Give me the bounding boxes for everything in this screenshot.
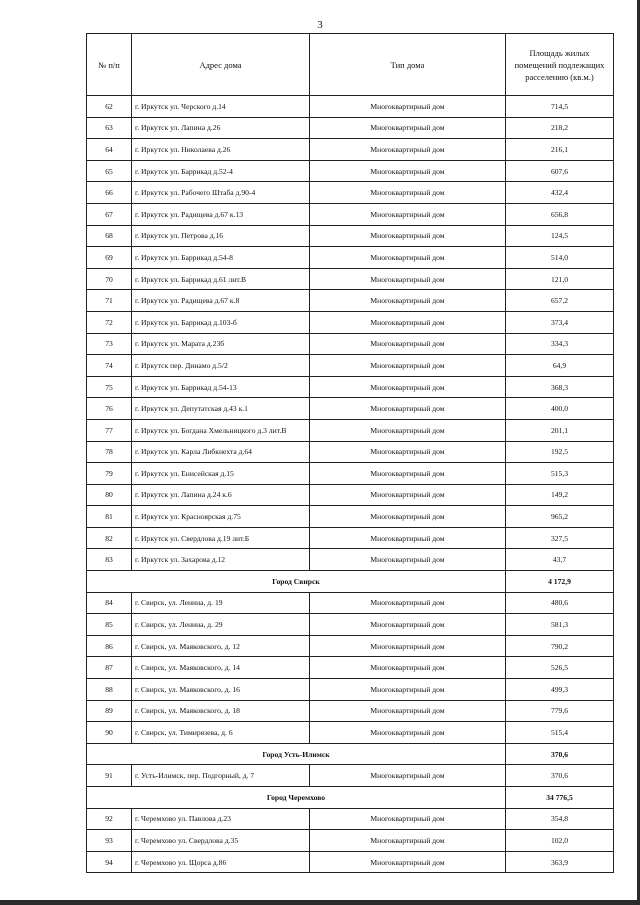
- cell-type: Многоквартирный дом: [310, 268, 506, 290]
- cell-type: Многоквартирный дом: [310, 679, 506, 701]
- cell-address: г. Иркутск ул. Баррикад д.61 лит.В: [132, 268, 310, 290]
- table-body: [87, 96, 614, 873]
- cell-type: Многоквартирный дом: [310, 117, 506, 139]
- cell-area: 124,5: [506, 225, 614, 247]
- table-row: [87, 549, 614, 571]
- cell-type: Многоквартирный дом: [310, 765, 506, 787]
- cell-address: г. Черемхово ул. Павлова д.23: [132, 808, 310, 830]
- cell-num: 69: [87, 247, 132, 269]
- cell-num: 70: [87, 268, 132, 290]
- cell-area: 790,2: [506, 635, 614, 657]
- table-row: [87, 268, 614, 290]
- cell-address: г. Свирск, ул. Ленина, д. 29: [132, 614, 310, 636]
- cell-num: 87: [87, 657, 132, 679]
- cell-num: 67: [87, 203, 132, 225]
- cell-num: 76: [87, 398, 132, 420]
- cell-type: Многоквартирный дом: [310, 419, 506, 441]
- cell-num: 89: [87, 700, 132, 722]
- cell-address: г. Свирск, ул. Маяковского, д. 12: [132, 635, 310, 657]
- cell-type: Многоквартирный дом: [310, 830, 506, 852]
- header-area: Площадь жилых помещений подлежащих расселению (кв.м.): [506, 34, 614, 96]
- cell-type: Многоквартирный дом: [310, 247, 506, 269]
- table-row: [87, 398, 614, 420]
- cell-area: 201,1: [506, 419, 614, 441]
- cell-area: 657,2: [506, 290, 614, 312]
- table-row: [87, 355, 614, 377]
- cell-address: г. Иркутск ул. Баррикад д.52-4: [132, 160, 310, 182]
- cell-type: Многоквартирный дом: [310, 592, 506, 614]
- cell-area: 218,2: [506, 117, 614, 139]
- cell-address: г. Иркутск ул. Захарова д.12: [132, 549, 310, 571]
- cell-address: г. Иркутск ул. Богдана Хмельницкого д.3 лит.В: [132, 419, 310, 441]
- table-row: [87, 592, 614, 614]
- cell-area: 514,0: [506, 247, 614, 269]
- cell-area: 327,5: [506, 527, 614, 549]
- table-row: [87, 614, 614, 636]
- table-row: [87, 657, 614, 679]
- cell-area: 354,8: [506, 808, 614, 830]
- cell-num: 82: [87, 527, 132, 549]
- cell-area: 334,3: [506, 333, 614, 355]
- cell-type: Многоквартирный дом: [310, 398, 506, 420]
- city-subtotal-row: [87, 571, 614, 593]
- cell-address: г. Иркутск ул. Петрова д.16: [132, 225, 310, 247]
- cell-num: 63: [87, 117, 132, 139]
- scan-bottom-shadow: [0, 900, 640, 905]
- cell-address: г. Иркутск ул. Николаева д.26: [132, 139, 310, 161]
- cell-area: 370,6: [506, 765, 614, 787]
- cell-type: Многоквартирный дом: [310, 290, 506, 312]
- cell-num: 91: [87, 765, 132, 787]
- table-row: [87, 830, 614, 852]
- cell-type: Многоквартирный дом: [310, 808, 506, 830]
- city-subtotal-row: [87, 787, 614, 809]
- cell-area: 714,5: [506, 96, 614, 118]
- city-name: Город Черемхово: [87, 787, 506, 809]
- cell-num: 72: [87, 311, 132, 333]
- cell-type: Многоквартирный дом: [310, 355, 506, 377]
- cell-area: 102,0: [506, 830, 614, 852]
- header-type: Тип дома: [310, 34, 506, 96]
- cell-type: Многоквартирный дом: [310, 484, 506, 506]
- cell-num: 62: [87, 96, 132, 118]
- city-name: Город Свирск: [87, 571, 506, 593]
- table-row: [87, 463, 614, 485]
- cell-address: г. Свирск, ул. Маяковского, д. 18: [132, 700, 310, 722]
- cell-area: 216,1: [506, 139, 614, 161]
- table-row: [87, 203, 614, 225]
- cell-num: 75: [87, 376, 132, 398]
- cell-address: г. Иркутск ул. Радищева д.67 к.8: [132, 290, 310, 312]
- table-row: [87, 419, 614, 441]
- cell-type: Многоквартирный дом: [310, 441, 506, 463]
- table-row: [87, 311, 614, 333]
- city-total-area: 370,6: [506, 743, 614, 765]
- cell-type: Многоквартирный дом: [310, 182, 506, 204]
- table-row: [87, 225, 614, 247]
- table-row: [87, 247, 614, 269]
- cell-address: г. Иркутск ул. Лапина д.26: [132, 117, 310, 139]
- cell-address: г. Свирск, ул. Маяковского, д. 14: [132, 657, 310, 679]
- cell-address: г. Иркутск ул. Карла Либкнехта д.64: [132, 441, 310, 463]
- cell-area: 515,3: [506, 463, 614, 485]
- cell-type: Многоквартирный дом: [310, 527, 506, 549]
- header-num: № п/п: [87, 34, 132, 96]
- cell-address: г. Иркутск ул. Красноярская д.75: [132, 506, 310, 528]
- cell-area: 400,0: [506, 398, 614, 420]
- cell-num: 92: [87, 808, 132, 830]
- cell-type: Многоквартирный дом: [310, 311, 506, 333]
- cell-num: 86: [87, 635, 132, 657]
- cell-address: г. Иркутск ул. Баррикад д.54-8: [132, 247, 310, 269]
- table-row: [87, 96, 614, 118]
- cell-type: Многоквартирный дом: [310, 722, 506, 744]
- cell-type: Многоквартирный дом: [310, 657, 506, 679]
- cell-num: 84: [87, 592, 132, 614]
- cell-type: Многоквартирный дом: [310, 851, 506, 873]
- cell-area: 480,6: [506, 592, 614, 614]
- cell-address: г. Свирск, ул. Маяковского, д. 16: [132, 679, 310, 701]
- cell-area: 515,4: [506, 722, 614, 744]
- table-row: [87, 484, 614, 506]
- table-row: [87, 182, 614, 204]
- cell-address: г. Черемхово ул. Щорса д.86: [132, 851, 310, 873]
- cell-area: 43,7: [506, 549, 614, 571]
- cell-area: 64,9: [506, 355, 614, 377]
- cell-num: 94: [87, 851, 132, 873]
- cell-address: г. Иркутск ул. Баррикад д.54-13: [132, 376, 310, 398]
- table-row: [87, 160, 614, 182]
- table-row: [87, 506, 614, 528]
- cell-address: г. Иркутск пер. Динамо д.5/2: [132, 355, 310, 377]
- city-total-area: 4 172,9: [506, 571, 614, 593]
- cell-num: 73: [87, 333, 132, 355]
- cell-address: г. Иркутск ул. Марата д.23б: [132, 333, 310, 355]
- page-number: 3: [317, 19, 323, 31]
- cell-address: г. Иркутск ул. Свердлова д.19 лит.Б: [132, 527, 310, 549]
- table-row: [87, 722, 614, 744]
- table-row: [87, 808, 614, 830]
- table-row: [87, 290, 614, 312]
- header-address: Адрес дома: [132, 34, 310, 96]
- cell-num: 71: [87, 290, 132, 312]
- table-row: [87, 441, 614, 463]
- cell-address: г. Иркутск ул. Лапина д.24 к.6: [132, 484, 310, 506]
- cell-type: Многоквартирный дом: [310, 463, 506, 485]
- cell-address: г. Иркутск ул. Депутатская д.43 к.1: [132, 398, 310, 420]
- cell-num: 88: [87, 679, 132, 701]
- cell-num: 85: [87, 614, 132, 636]
- table-row: [87, 333, 614, 355]
- cell-type: Многоквартирный дом: [310, 376, 506, 398]
- cell-num: 90: [87, 722, 132, 744]
- cell-address: г. Свирск, ул. Ленина, д. 19: [132, 592, 310, 614]
- cell-type: Многоквартирный дом: [310, 549, 506, 571]
- cell-num: 68: [87, 225, 132, 247]
- cell-area: 363,9: [506, 851, 614, 873]
- cell-address: г. Иркутск ул. Баррикад д.103-б: [132, 311, 310, 333]
- table-row: [87, 117, 614, 139]
- cell-type: Многоквартирный дом: [310, 333, 506, 355]
- cell-num: 93: [87, 830, 132, 852]
- cell-area: 607,6: [506, 160, 614, 182]
- cell-type: Многоквартирный дом: [310, 700, 506, 722]
- table-row: [87, 139, 614, 161]
- cell-area: 965,2: [506, 506, 614, 528]
- city-subtotal-row: [87, 743, 614, 765]
- table-row: [87, 527, 614, 549]
- cell-num: 78: [87, 441, 132, 463]
- cell-area: 121,0: [506, 268, 614, 290]
- cell-num: 83: [87, 549, 132, 571]
- cell-num: 64: [87, 139, 132, 161]
- cell-area: 432,4: [506, 182, 614, 204]
- cell-area: 581,3: [506, 614, 614, 636]
- table-row: [87, 635, 614, 657]
- cell-address: г. Иркутск ул. Енисейская д.15: [132, 463, 310, 485]
- cell-num: 77: [87, 419, 132, 441]
- cell-address: г. Иркутск ул. Черского д.14: [132, 96, 310, 118]
- table-row: [87, 851, 614, 873]
- cell-num: 65: [87, 160, 132, 182]
- cell-area: 499,3: [506, 679, 614, 701]
- cell-num: 79: [87, 463, 132, 485]
- cell-address: г. Иркутск ул. Радищева д.67 к.13: [132, 203, 310, 225]
- cell-num: 81: [87, 506, 132, 528]
- cell-type: Многоквартирный дом: [310, 96, 506, 118]
- cell-num: 80: [87, 484, 132, 506]
- cell-type: Многоквартирный дом: [310, 203, 506, 225]
- cell-type: Многоквартирный дом: [310, 225, 506, 247]
- cell-area: 373,4: [506, 311, 614, 333]
- housing-table: [86, 33, 614, 873]
- cell-num: 66: [87, 182, 132, 204]
- cell-type: Многоквартирный дом: [310, 139, 506, 161]
- table-row: [87, 376, 614, 398]
- table-row: [87, 765, 614, 787]
- cell-area: 368,3: [506, 376, 614, 398]
- table-row: [87, 700, 614, 722]
- cell-address: г. Черемхово ул. Свердлова д.35: [132, 830, 310, 852]
- cell-type: Многоквартирный дом: [310, 160, 506, 182]
- cell-address: г. Свирск, ул. Тимирязева, д. 6: [132, 722, 310, 744]
- cell-address: г. Усть-Илимск, пер. Подгорный, д. 7: [132, 765, 310, 787]
- cell-area: 779,6: [506, 700, 614, 722]
- table-row: [87, 679, 614, 701]
- city-total-area: 34 776,5: [506, 787, 614, 809]
- cell-area: 192,5: [506, 441, 614, 463]
- cell-num: 74: [87, 355, 132, 377]
- cell-type: Многоквартирный дом: [310, 635, 506, 657]
- cell-area: 526,5: [506, 657, 614, 679]
- city-name: Город Усть-Илимск: [87, 743, 506, 765]
- cell-type: Многоквартирный дом: [310, 614, 506, 636]
- cell-address: г. Иркутск ул. Рабочего Штаба д.90-4: [132, 182, 310, 204]
- table-header-row: [87, 34, 614, 96]
- cell-area: 149,2: [506, 484, 614, 506]
- cell-type: Многоквартирный дом: [310, 506, 506, 528]
- cell-area: 656,8: [506, 203, 614, 225]
